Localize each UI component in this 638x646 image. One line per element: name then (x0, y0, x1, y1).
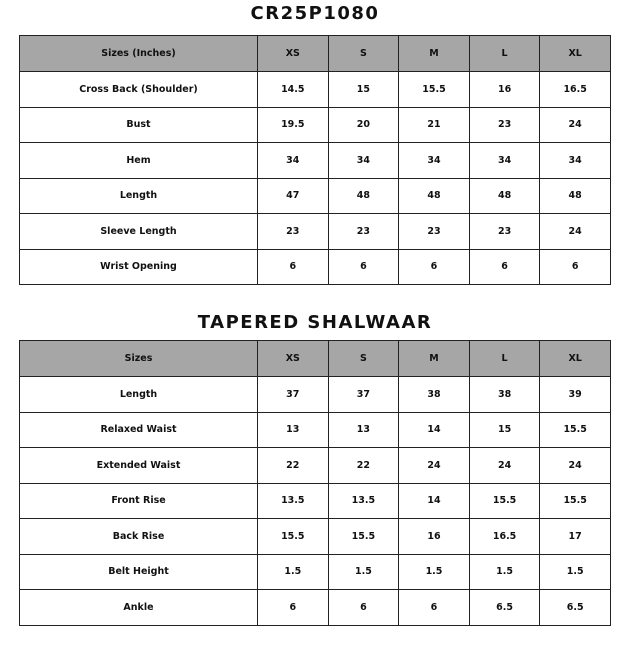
value-xl: 16.5 (540, 72, 611, 108)
value-xs: 6 (258, 249, 329, 285)
value-m: 6 (399, 249, 470, 285)
table-row (20, 483, 611, 519)
shalwaar-title: TAPERED SHALWAAR (197, 312, 433, 333)
value-l: 6 (469, 249, 540, 285)
header-cell-s: S (328, 36, 399, 72)
measurement-label: Ankle (20, 590, 258, 626)
value-xl: 39 (540, 377, 611, 413)
table-header (20, 341, 611, 377)
value-s: 23 (328, 214, 399, 250)
header-cell-xl: XL (540, 36, 611, 72)
value-s: 13.5 (328, 483, 399, 519)
value-xs: 37 (258, 377, 329, 413)
value-m: 38 (399, 377, 470, 413)
value-l: 48 (469, 178, 540, 214)
value-m: 16 (399, 519, 470, 555)
header-cell-xs: XS (258, 341, 329, 377)
table-row (20, 554, 611, 590)
measurement-label: Sleeve Length (20, 214, 258, 250)
measurement-label: Wrist Opening (20, 249, 258, 285)
value-s: 15 (328, 72, 399, 108)
value-xl: 34 (540, 143, 611, 179)
value-s: 20 (328, 107, 399, 143)
measurement-label: Back Rise (20, 519, 258, 555)
header-row (20, 341, 611, 377)
value-xs: 47 (258, 178, 329, 214)
value-l: 38 (469, 377, 540, 413)
header-cell-l: L (469, 36, 540, 72)
measurement-label: Relaxed Waist (20, 412, 258, 448)
value-l: 16 (469, 72, 540, 108)
value-xs: 22 (258, 448, 329, 484)
value-s: 6 (328, 249, 399, 285)
value-l: 34 (469, 143, 540, 179)
value-xs: 19.5 (258, 107, 329, 143)
value-xl: 24 (540, 214, 611, 250)
table-row (20, 377, 611, 413)
value-m: 48 (399, 178, 470, 214)
measurement-label: Extended Waist (20, 448, 258, 484)
value-m: 15.5 (399, 72, 470, 108)
table-row (20, 72, 611, 108)
table-header (20, 36, 611, 72)
value-m: 6 (399, 590, 470, 626)
value-s: 13 (328, 412, 399, 448)
table-row (20, 448, 611, 484)
value-l: 23 (469, 214, 540, 250)
value-xl: 48 (540, 178, 611, 214)
value-l: 23 (469, 107, 540, 143)
value-m: 14 (399, 483, 470, 519)
header-cell-m: M (399, 36, 470, 72)
measurement-label: Length (20, 377, 258, 413)
table-row (20, 519, 611, 555)
value-s: 37 (328, 377, 399, 413)
value-l: 15 (469, 412, 540, 448)
shalwaar-size-table (19, 340, 611, 626)
measurement-label: Front Rise (20, 483, 258, 519)
value-s: 34 (328, 143, 399, 179)
value-xl: 1.5 (540, 554, 611, 590)
header-cell-label: Sizes (20, 341, 258, 377)
header-cell-label: Sizes (Inches) (20, 36, 258, 72)
value-m: 21 (399, 107, 470, 143)
table-row (20, 590, 611, 626)
value-xs: 15.5 (258, 519, 329, 555)
value-s: 22 (328, 448, 399, 484)
table-row (20, 412, 611, 448)
value-m: 14 (399, 412, 470, 448)
value-s: 1.5 (328, 554, 399, 590)
value-xs: 34 (258, 143, 329, 179)
value-m: 24 (399, 448, 470, 484)
header-cell-xs: XS (258, 36, 329, 72)
value-xl: 15.5 (540, 483, 611, 519)
table-row (20, 249, 611, 285)
value-xl: 15.5 (540, 412, 611, 448)
header-cell-xl: XL (540, 341, 611, 377)
product-code-title: CR25P1080 (250, 3, 380, 24)
measurement-label: Bust (20, 107, 258, 143)
value-xl: 6.5 (540, 590, 611, 626)
value-xs: 13 (258, 412, 329, 448)
table-row (20, 214, 611, 250)
value-m: 34 (399, 143, 470, 179)
table-row (20, 107, 611, 143)
value-s: 6 (328, 590, 399, 626)
value-xl: 17 (540, 519, 611, 555)
measurement-label: Cross Back (Shoulder) (20, 72, 258, 108)
value-xl: 6 (540, 249, 611, 285)
header-row (20, 36, 611, 72)
value-s: 48 (328, 178, 399, 214)
value-xl: 24 (540, 107, 611, 143)
header-cell-l: L (469, 341, 540, 377)
measurement-label: Length (20, 178, 258, 214)
value-l: 16.5 (469, 519, 540, 555)
measurement-label: Hem (20, 143, 258, 179)
value-xl: 24 (540, 448, 611, 484)
value-m: 1.5 (399, 554, 470, 590)
kameez-size-table (19, 35, 611, 285)
value-l: 6.5 (469, 590, 540, 626)
value-s: 15.5 (328, 519, 399, 555)
value-xs: 1.5 (258, 554, 329, 590)
header-cell-s: S (328, 341, 399, 377)
value-l: 1.5 (469, 554, 540, 590)
table-row (20, 143, 611, 179)
header-cell-m: M (399, 341, 470, 377)
value-l: 15.5 (469, 483, 540, 519)
measurement-label: Belt Height (20, 554, 258, 590)
value-xs: 14.5 (258, 72, 329, 108)
table-row (20, 178, 611, 214)
value-m: 23 (399, 214, 470, 250)
value-xs: 6 (258, 590, 329, 626)
value-xs: 13.5 (258, 483, 329, 519)
value-xs: 23 (258, 214, 329, 250)
value-l: 24 (469, 448, 540, 484)
